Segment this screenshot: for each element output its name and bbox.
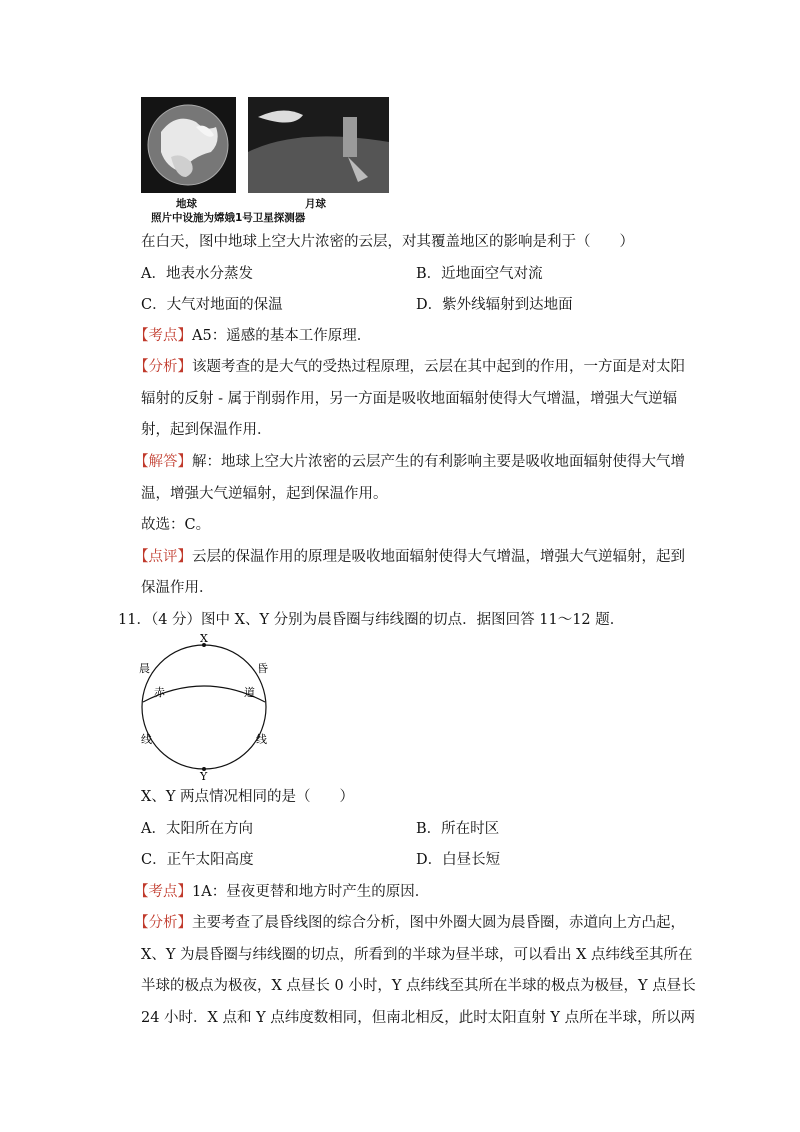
- q10-stem: 在白天，图中地球上空大片浓密的云层，对其覆盖地区的影响是利于（ ）: [141, 234, 634, 250]
- q11-fenxi-text-1: 主要考查了晨昏线图的综合分析，图中外圈大圆为晨昏圈，赤道向上方凸起，: [192, 915, 685, 931]
- label-y: Y: [200, 770, 208, 782]
- q11-fenxi-line-3: 半球的极点为极夜，X 点昼长 0 小时，Y 点纬线至其所在半球的极点为极昼，Y 点昼长: [141, 978, 696, 994]
- kaodian-tag: 【考点】: [134, 328, 192, 344]
- q11-stem: 11．（4 分）图中 X、Y 分别为晨昏圈与纬线圈的切点．据图回答 11～12 题．: [118, 612, 625, 628]
- earth-photo: [141, 97, 236, 193]
- q10-option-a: A．地表水分蒸发: [141, 266, 253, 282]
- q11-option-d: D．白昼长短: [416, 852, 501, 868]
- terminator-diagram: [136, 630, 278, 782]
- moon-image: [248, 97, 389, 193]
- terminator-circle: [142, 645, 266, 769]
- label-xian-left: 线: [141, 733, 152, 746]
- q11-fenxi-line-1: [134, 911, 685, 932]
- q11-fenxi-line-4: 24 小时．X 点和 Y 点纬度数相同，但南北相反，此时太阳直射 Y 点所在半球，所以两: [141, 1010, 696, 1026]
- q10-jieda-line-2: 温，增强大气逆辐射，起到保温作用。: [141, 486, 388, 502]
- q10-dianping-line-2: 保温作用．: [141, 580, 214, 596]
- label-xian-right: 线: [256, 733, 267, 746]
- q11-kaodian: [134, 880, 429, 901]
- q10-jieda-line-1: [134, 450, 685, 471]
- q11-fenxi-line-2: X、Y 为晨昏圈与纬线圈的切点，所看到的半球为昼半球，可以看出 X 点纬线至其所在: [141, 947, 693, 963]
- q11-sub-stem: X、Y 两点情况相同的是（ ）: [141, 789, 355, 805]
- moon-photo: [248, 97, 389, 193]
- q11-option-b: B．所在时区: [416, 821, 500, 837]
- q10-fenxi-line-3: 射，起到保温作用．: [141, 422, 272, 438]
- q10-option-d: D．紫外线辐射到达地面: [416, 297, 573, 313]
- q10-option-b: B．近地面空气对流: [416, 266, 543, 282]
- q11-option-a: A．太阳所在方向: [141, 821, 253, 837]
- figure-note: 照片中设施为嫦娥1号卫星探测器: [151, 212, 306, 224]
- q11-fenxi-tag: 【分析】: [134, 915, 192, 931]
- q10-dianping-line-1: [134, 545, 685, 566]
- q11-kaodian-text: 1A：昼夜更替和地方时产生的原因．: [192, 884, 430, 900]
- label-hun: 昏: [257, 662, 268, 675]
- earth-image: [141, 97, 236, 193]
- q10-option-c: C．大气对地面的保温: [141, 297, 283, 313]
- dianping-text-1: 云层的保温作用的原理是吸收地面辐射使得大气增温，增强大气逆辐射，起到: [192, 549, 685, 565]
- jieda-tag: 【解答】: [134, 454, 192, 470]
- q11-option-c: C．正午太阳高度: [141, 852, 254, 868]
- label-dao: 道: [244, 686, 255, 699]
- q10-fenxi-line-1: [134, 355, 685, 376]
- q10-kaodian: [134, 324, 371, 345]
- label-chi: 赤: [154, 686, 165, 699]
- q11-kaodian-tag: 【考点】: [134, 884, 192, 900]
- kaodian-text: A5：遥感的基本工作原理．: [192, 328, 372, 344]
- dianping-tag: 【点评】: [134, 549, 192, 565]
- moon-caption: 月球: [305, 198, 326, 210]
- fenxi-tag: 【分析】: [134, 359, 192, 375]
- fenxi-text-1: 该题考查的是大气的受热过程原理，云层在其中起到的作用，一方面是对太阳: [192, 359, 685, 375]
- q10-fenxi-line-2: 辐射的反射 - 属于削弱作用，另一方面是吸收地面辐射使得大气增温，增强大气逆辐: [141, 391, 678, 407]
- q10-answer: 故选：C。: [141, 517, 211, 533]
- label-x: X: [200, 632, 208, 645]
- earth-caption: 地球: [176, 198, 197, 210]
- jieda-text-1: 解：地球上空大片浓密的云层产生的有利影响主要是吸收地面辐射使得大气增: [192, 454, 685, 470]
- label-chen: 晨: [139, 662, 150, 675]
